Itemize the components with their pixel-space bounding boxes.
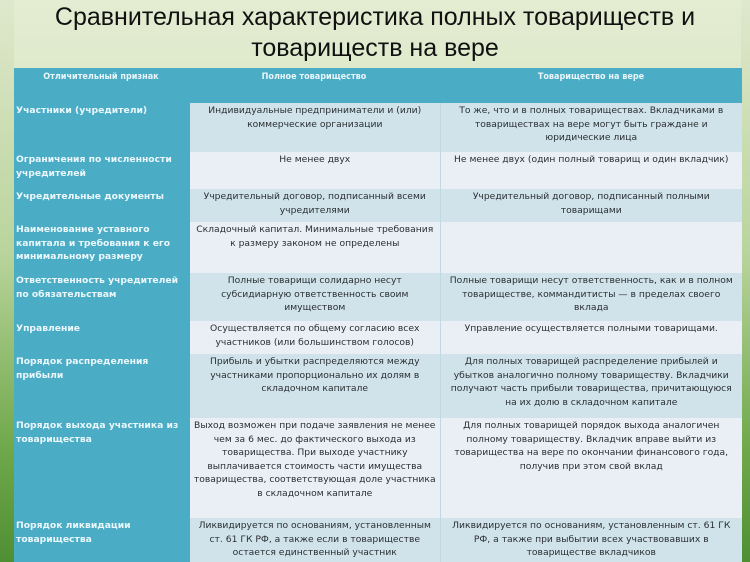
table-row: [14, 273, 742, 321]
cell-limited: [440, 222, 742, 273]
cell-full: Прибыль и убытки распределяются между участниками пропорционально их долям в складочном капитале: [188, 354, 440, 418]
table-row: [14, 518, 742, 562]
cell-limited: Для полных товарищей распределение прибылей и убытков аналогично полному товариществу. Вкладчики получают часть прибыли товарищества, причитающуюся на их долю в складочном капитале: [440, 354, 742, 418]
row-label: Учредительные документы: [14, 189, 188, 222]
cell-limited: Полные товарищи несут ответственность, как и в полном товариществе, коммандитисты — в пределах своего вклада: [440, 273, 742, 321]
cell-limited: Управление осуществляется полными товарищами.: [440, 321, 742, 354]
row-label: Управление: [14, 321, 188, 354]
cell-full: Складочный капитал. Минимальные требования к размеру законом не определены: [188, 222, 440, 273]
cell-full: Осуществляется по общему согласию всех участников (или большинством голосов): [188, 321, 440, 354]
table-row: [14, 222, 742, 273]
row-label: Наименование уставного капитала и требования к его минимальному размеру: [14, 222, 188, 273]
cell-full: Полные товарищи солидарно несут субсидиарную ответственность своим имуществом: [188, 273, 440, 321]
cell-full: Индивидуальные предприниматели и (или) коммерческие организации: [188, 103, 440, 152]
table-row: [14, 418, 742, 518]
row-label: Ограничения по численности учредителей: [14, 152, 188, 189]
cell-limited: Не менее двух (один полный товарищ и один вкладчик): [440, 152, 742, 189]
slide-title-line-2: товариществ на вере: [251, 34, 499, 62]
table-header-row: [14, 68, 742, 103]
slide-title-line-1: Сравнительная характеристика полных товариществ и: [54, 3, 696, 31]
header-full-partnership: Полное товарищество: [188, 68, 440, 103]
table-row: [14, 321, 742, 354]
slide-title: [0, 2, 750, 64]
comparison-table: [14, 68, 742, 562]
cell-full: Выход возможен при подаче заявления не менее чем за 6 мес. до фактического выхода из товарищества. При выходе участнику выплачивается стоимость части имущества товарищества, соответствующая доле участника в складочном капитале: [188, 418, 440, 518]
cell-full: Не менее двух: [188, 152, 440, 189]
row-label: Ответственность учредителей по обязательствам: [14, 273, 188, 321]
table-row: [14, 103, 742, 152]
row-label: Порядок выхода участника из товарищества: [14, 418, 188, 518]
row-label: Порядок распределения прибыли: [14, 354, 188, 418]
row-label: Участники (учредители): [14, 103, 188, 152]
header-feature: Отличительный признак: [14, 68, 188, 103]
table-row: [14, 354, 742, 418]
cell-limited: Ликвидируется по основаниям, установленным ст. 61 ГК РФ, а также при выбытии всех участвовавших в товариществе вкладчиков: [440, 518, 742, 562]
slide-left-edge: [0, 0, 14, 562]
cell-limited: Для полных товарищей порядок выхода аналогичен полному товариществу. Вкладчик вправе выйти из товарищества на вере по окончании финансового года, получив при этом свой вклад: [440, 418, 742, 518]
cell-full: Учредительный договор, подписанный всеми учредителями: [188, 189, 440, 222]
cell-limited: То же, что и в полных товариществах. Вкладчиками в товариществах на вере могут быть граждане и юридические лица: [440, 103, 742, 152]
cell-full: Ликвидируется по основаниям, установленным ст. 61 ГК РФ, а также если в товариществе остается единственный участник: [188, 518, 440, 562]
table-row: [14, 152, 742, 189]
header-limited-partnership: Товарищество на вере: [440, 68, 742, 103]
slide-right-edge: [741, 0, 750, 562]
table-row: [14, 189, 742, 222]
cell-limited: Учредительный договор, подписанный полными товарищами: [440, 189, 742, 222]
row-label: Порядок ликвидации товарищества: [14, 518, 188, 562]
